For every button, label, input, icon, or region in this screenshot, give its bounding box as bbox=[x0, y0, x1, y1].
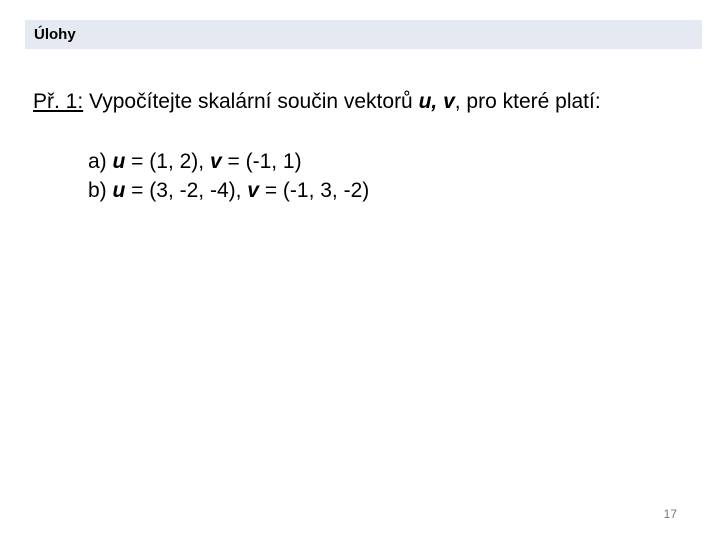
task-statement bbox=[33, 90, 601, 114]
vector-v-value: = (-1, 3, -2) bbox=[258, 179, 370, 202]
task-vectors: u, v bbox=[418, 90, 455, 113]
page-number: 17 bbox=[663, 507, 677, 521]
task-text-after: , pro které platí: bbox=[454, 90, 601, 113]
task-item-a bbox=[88, 147, 369, 176]
item-prefix: a) bbox=[88, 150, 113, 173]
vector-u-value: = (3, -2, -4), bbox=[125, 179, 248, 202]
task-item-b bbox=[88, 176, 369, 205]
vector-v-name: v bbox=[247, 179, 259, 202]
header-bar bbox=[25, 20, 702, 49]
section-title: Úlohy bbox=[34, 26, 76, 43]
vector-u-name: u bbox=[112, 150, 126, 173]
vector-v-name: v bbox=[209, 150, 222, 173]
task-label: Př. 1: bbox=[33, 90, 84, 113]
task-text-before: Vypočítejte skalární součin vektorů bbox=[83, 90, 419, 113]
task-items bbox=[88, 147, 369, 205]
vector-v-value: = (-1, 1) bbox=[221, 150, 302, 173]
vector-u-name: u bbox=[112, 179, 126, 202]
vector-u-value: = (1, 2), bbox=[125, 150, 210, 173]
item-prefix: b) bbox=[88, 179, 113, 202]
